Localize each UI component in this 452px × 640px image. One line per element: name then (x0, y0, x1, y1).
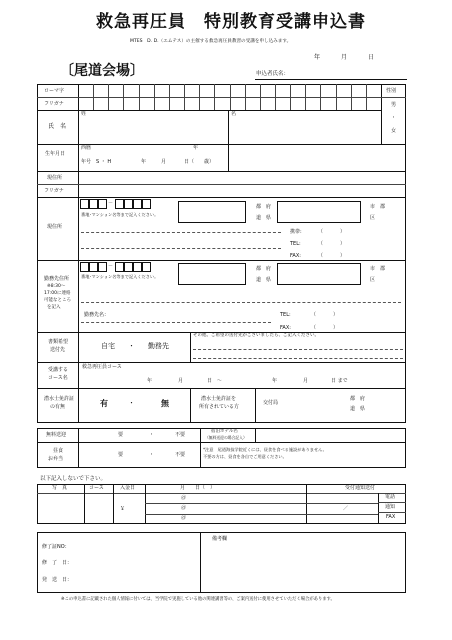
office-month-day: 月 日（ ） (180, 485, 216, 491)
address-furigana-field[interactable] (79, 185, 405, 196)
cert-dest-label: 書類希望 (48, 339, 69, 345)
birth-seireki: 西暦 (81, 145, 92, 151)
address-fax-open: （ (318, 253, 324, 259)
grid-divider (366, 84, 367, 97)
privacy-notice: ※この申込書に記載された個人情報に付いては、当学院で実施している他の関連講習等の、ご案内送付に使用させていただく場合があります。 (61, 597, 335, 602)
form-title: 救急再圧員 特別教育受講申込書 (96, 12, 366, 32)
grid-divider (123, 97, 124, 110)
grid-divider (336, 97, 337, 110)
cert-dest-dot: ・ (128, 342, 135, 350)
grid-divider (139, 84, 140, 97)
venue-label: 〔尾道会場〕 (60, 63, 144, 79)
address-mobile-label: 携帯: (290, 229, 302, 235)
work-prefecture-box[interactable] (178, 263, 246, 285)
office-receipt-contact: 受付通知送付 (345, 485, 376, 491)
postal-digit-box[interactable] (98, 199, 107, 209)
grid-divider (245, 84, 246, 97)
office-slash: ／ (343, 506, 349, 512)
cert-dest-note: その他、ご希望の送付先がございましたら、ご記入ください。 (193, 333, 319, 338)
grid-divider (169, 84, 170, 97)
office-notice-col: 通知 (385, 504, 396, 510)
address-todofuken: 都 府 (256, 204, 272, 210)
address-mobile-close: ） (340, 229, 346, 235)
office-at-1: ＠ (181, 495, 187, 501)
work-fax-label: FAX: (280, 325, 291, 331)
grid-divider (290, 97, 291, 110)
license-holder-label: 潜水士免許証を (201, 396, 237, 402)
name-label: 氏 名 (48, 123, 67, 130)
postal-digit-box[interactable] (133, 262, 142, 272)
grid-divider (245, 97, 246, 110)
course-label2: コース名 (48, 375, 68, 381)
postal-digit-box[interactable] (80, 199, 89, 209)
office-yen: ￥ (120, 506, 126, 512)
work-note-2: 17:00に連絡 (44, 291, 71, 296)
address-tel-close: ） (340, 241, 346, 247)
course-name: 救急再圧員コース (82, 364, 122, 370)
romaji-field[interactable] (78, 84, 381, 97)
office-at-3: ＠ (181, 515, 187, 521)
address-tel-open: （ (318, 241, 324, 247)
postal-dash: － (108, 200, 114, 206)
form-subtitle: MTES D. D.（エムテス）の主催する救急再圧員教習の受講を申し込みます。 (130, 39, 292, 44)
date-month-label: 月 (341, 54, 348, 61)
grid-divider (290, 84, 291, 97)
license-yes[interactable]: 有 (100, 399, 108, 408)
issuing-office-label: 交付局 (263, 400, 279, 406)
grid-divider (366, 97, 367, 110)
applicant-name-label: 申込者氏名： (256, 71, 290, 77)
issuing-doken: 道 県 (350, 406, 366, 412)
work-address-label: 勤務先住所 (44, 276, 70, 282)
address-fax-close: ） (340, 253, 346, 259)
course-month1: 月 (178, 378, 184, 384)
birth-nengo: 年号 S ・ H (81, 159, 112, 165)
work-tel-close: ） (333, 312, 339, 318)
work-todofuken: 都 府 (256, 266, 272, 272)
hotel-field[interactable] (256, 429, 405, 442)
work-city-box[interactable] (277, 263, 361, 285)
work-name-label: 勤務先名： (84, 312, 110, 318)
grid-divider (214, 97, 215, 110)
cert-dest-work[interactable]: 勤務先 (148, 342, 169, 350)
address-fax-label: FAX: (290, 253, 301, 259)
hotel-label2: （無料送迎の場合記入） (205, 435, 247, 440)
surname-field[interactable] (79, 118, 227, 143)
lunch-note-1: *注意 尾道海技学院近くには、昼食を食べる施設がありません。 (203, 447, 327, 452)
issue-date-label: 発 送 日： (42, 577, 73, 583)
address-city-box[interactable] (277, 201, 361, 223)
office-course: コース (89, 485, 104, 491)
romaji-label: ローマ字 (44, 88, 65, 94)
grid-divider (320, 84, 321, 97)
address-furigana-label: フリガナ (44, 188, 64, 194)
postal-digit-box[interactable] (142, 262, 151, 272)
grid-divider (154, 97, 155, 110)
birth-year2: 年 (141, 159, 147, 165)
address-shichou: 市 郡 (370, 204, 386, 210)
grid-divider (336, 84, 337, 97)
grid-divider (199, 84, 200, 97)
grid-divider (93, 97, 94, 110)
hotel-label: 宿泊ホテル名 (211, 429, 238, 434)
office-fax: FAX (386, 514, 396, 520)
postal-digit-box[interactable] (89, 262, 98, 272)
grid-divider (184, 97, 185, 110)
course-month2: 月 (303, 378, 309, 384)
cert-dest-label2: 送付先 (50, 347, 66, 353)
grid-divider (260, 84, 261, 97)
grid-divider (230, 97, 231, 110)
completion-date-label: 修 了 日： (42, 560, 73, 566)
work-note-1: ※8:30～ (47, 284, 66, 289)
grid-divider (154, 84, 155, 97)
license-no[interactable]: 無 (161, 399, 169, 408)
work-shichou: 市 郡 (370, 266, 386, 272)
course-label: 受講する (48, 367, 69, 373)
grid-divider (108, 97, 109, 110)
gender-label: 性別 (386, 88, 397, 94)
postal-digit-box[interactable] (115, 262, 124, 272)
postal-digit-box[interactable] (142, 199, 151, 209)
lunch-label2: お弁当 (48, 456, 64, 462)
grid-divider (351, 97, 352, 110)
work-fax-close: ） (333, 325, 339, 331)
postal-digit-box[interactable] (80, 262, 89, 272)
address-label: 現住所 (47, 224, 63, 230)
work-fax-open: （ (311, 325, 317, 331)
work-postal-code[interactable] (80, 261, 170, 273)
date-day-label: 日 (368, 54, 375, 61)
postal-digit-box[interactable] (124, 262, 133, 272)
birth-year-label: 年 (193, 145, 199, 151)
lunch-label: 昼食 (53, 448, 64, 454)
office-notice: 以下記入しないで下さい。 (40, 476, 107, 482)
address-doken: 道 県 (256, 215, 272, 221)
work-building-note: 番地･マンション名等まで記入ください。 (81, 274, 159, 279)
shuttle-need[interactable]: 要 (118, 432, 124, 438)
postal-digit-box[interactable] (89, 199, 98, 209)
postal-dash: － (108, 263, 114, 269)
shuttle-dot: ・ (149, 432, 155, 438)
course-day2: 日 まで (331, 378, 348, 384)
office-payment: 入金日 (120, 485, 136, 491)
lunch-note-2: 不要の方は、昼食を各自でご用意ください。 (203, 454, 287, 459)
address-header-label: 現住所 (47, 175, 63, 181)
postal-digit-box[interactable] (115, 199, 124, 209)
work-tel-open: （ (311, 312, 317, 318)
work-ku: 区 (370, 277, 376, 283)
grid-divider (123, 84, 124, 97)
address-ku: 区 (370, 215, 376, 221)
given-name-field[interactable] (229, 118, 380, 143)
cert-dest-home[interactable]: 自宅 (101, 342, 115, 350)
address-prefecture-box[interactable] (178, 201, 246, 223)
license-label: 潜水士免許証 (44, 396, 75, 402)
lunch-no-need[interactable]: 不要 (175, 452, 186, 458)
applicant-name-line[interactable] (255, 79, 407, 80)
grid-divider (305, 84, 306, 97)
office-photo: 写 真 (52, 485, 68, 491)
furigana-label: フリガナ (44, 101, 64, 107)
license-holder-label2: 所有されている方 (199, 404, 240, 410)
birth-month: 月 (161, 159, 167, 165)
address-mobile-open: （ (318, 229, 324, 235)
grid-divider (214, 84, 215, 97)
surname-label: 姓 (81, 111, 87, 117)
address-postal-code[interactable] (80, 198, 170, 210)
gender-dot: ・ (391, 115, 397, 121)
work-note-4: を記入 (47, 305, 61, 310)
grid-divider (108, 84, 109, 97)
date-year-label: 年 (314, 54, 321, 61)
lunch-need[interactable]: 要 (118, 452, 124, 458)
postal-digit-box[interactable] (98, 262, 107, 272)
grid-divider (199, 97, 200, 110)
furigana-field[interactable] (78, 97, 381, 110)
gender-male[interactable]: 男 (391, 102, 397, 108)
grid-divider (169, 97, 170, 110)
grid-divider (351, 84, 352, 97)
birthdate-field[interactable] (79, 145, 227, 171)
remarks-label: 備考欄 (212, 536, 228, 542)
grid-divider (139, 97, 140, 110)
given-name-label: 名 (231, 111, 237, 117)
course-day1: 日 ～ (207, 378, 223, 384)
license-label2: の有無 (50, 404, 66, 410)
shuttle-no-need[interactable]: 不要 (175, 432, 186, 438)
issuing-todofuken: 都 府 (350, 396, 366, 402)
postal-digit-box[interactable] (124, 199, 133, 209)
shuttle-label: 無料送迎 (46, 432, 67, 438)
office-at-2: ＠ (181, 505, 187, 511)
work-doken: 道 県 (256, 277, 272, 283)
lunch-dot: ・ (149, 452, 155, 458)
grid-divider (320, 97, 321, 110)
license-dot: ・ (128, 399, 135, 407)
grid-divider (275, 84, 276, 97)
cert-no-label: 修了証NO： (42, 544, 70, 550)
work-tel-label: TEL: (280, 312, 291, 318)
course-year1: 年 (147, 378, 153, 384)
gender-female[interactable]: 女 (391, 128, 397, 134)
address-building-note: 番地･マンション名等まで記入ください。 (81, 212, 159, 217)
work-note-3: 可能なところ (44, 298, 71, 303)
grid-divider (305, 97, 306, 110)
address-tel-label: TEL: (290, 241, 301, 247)
course-year2: 年 (272, 378, 278, 384)
postal-digit-box[interactable] (133, 199, 142, 209)
grid-divider (275, 97, 276, 110)
birth-day-age: 日（ 歳） (184, 159, 215, 165)
grid-divider (230, 84, 231, 97)
grid-divider (93, 84, 94, 97)
birthdate-label: 生年月日 (45, 151, 66, 157)
remarks-field[interactable] (201, 545, 405, 592)
grid-divider (260, 97, 261, 110)
office-phone: 電話 (385, 494, 396, 500)
grid-divider (184, 84, 185, 97)
